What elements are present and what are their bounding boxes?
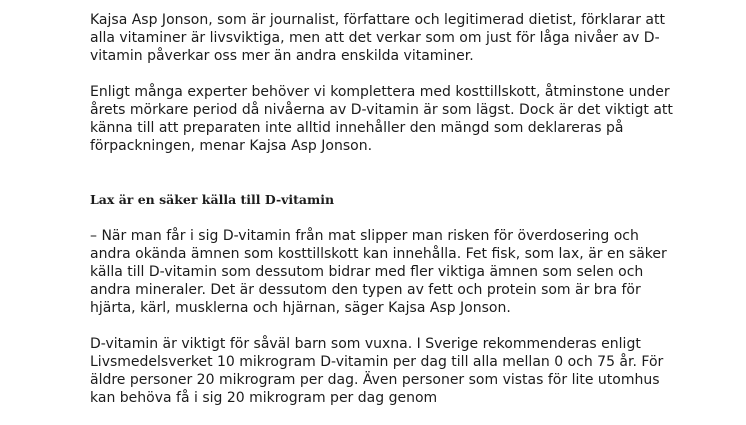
section-heading: Lax är en säker källa till D-vitamin: [90, 192, 335, 207]
article-body: [90, 11, 680, 425]
section-spacer: [90, 173, 680, 191]
article-paragraph-recommendation: D-vitamin är viktigt för såväl barn som vuxna. I Sverige rekommenderas enligt Livsmedelsverket 10 mikrogram D-vitamin per dag till alla mellan 0 och 75 år. För äldre personer 20 mikrogram per dag. Även personer som vistas för lite utomhus kan behöva få i sig 20 mikrogram per dag genom: [90, 336, 664, 406]
article-paragraph-supplements: Enligt många experter behöver vi komplettera med kosttillskott, åtminstone under årets mörkare period då nivåerna av D-vitamin är som lägst. Dock är det viktigt att känna till att preparaten inte alltid innehåller den mängd som deklareras på förpackningen, menar Kajsa Asp Jonson.: [90, 84, 673, 154]
article-paragraph-quote: – När man får i sig D-vitamin från mat slipper man risken för överdosering och andra okända ämnen som kosttillskott kan innehålla. Fet fisk, som lax, är en säker källa till D-vitamin som dessutom bidrar med fler viktiga ämnen som selen och andra mineraler. Det är dessutom den typen av fett och protein som är bra för hjärta, kärl, musklerna och hjärnan, säger Kajsa Asp Jonson.: [90, 228, 667, 316]
article-paragraph-intro: Kajsa Asp Jonson, som är journalist, författare och legitimerad dietist, förklarar att alla vitaminer är livsviktiga, men att det verkar som om just för låga nivåer av D-vitamin påverkar oss mer än andra enskilda vitaminer.: [90, 12, 665, 64]
